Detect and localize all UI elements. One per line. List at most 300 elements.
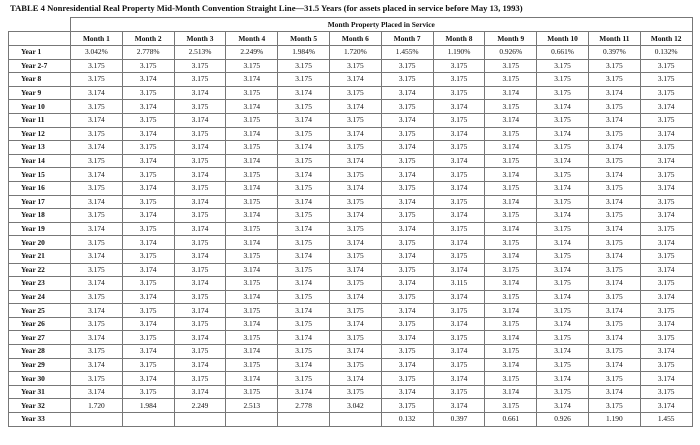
table-row (9, 222, 693, 236)
rate-cell: 3.174 (71, 168, 123, 182)
rate-cell: 3.175 (588, 263, 640, 277)
rate-cell: 3.174 (588, 385, 640, 399)
rate-cell: 3.175 (174, 154, 226, 168)
rate-cell: 3.175 (329, 358, 381, 372)
table-row (9, 358, 693, 372)
rate-cell: 3.175 (278, 317, 330, 331)
rate-cell: 3.175 (122, 59, 174, 73)
rate-cell: 3.175 (485, 209, 537, 223)
rate-cell: 3.175 (588, 127, 640, 141)
rate-cell: 3.174 (433, 290, 485, 304)
rate-cell: 3.174 (226, 127, 278, 141)
rate-cell: 0.132 (381, 413, 433, 427)
rate-cell: 3.174 (71, 249, 123, 263)
year-label: Year 25 (9, 304, 71, 318)
corner-cell (9, 18, 71, 32)
month-header: Month 12 (640, 32, 692, 46)
table-row (9, 290, 693, 304)
rate-cell (329, 413, 381, 427)
year-label: Year 15 (9, 168, 71, 182)
table-row (9, 59, 693, 73)
rate-cell: 3.175 (278, 345, 330, 359)
table-row (9, 236, 693, 250)
rate-cell: 1.190% (433, 46, 485, 60)
table-row (9, 168, 693, 182)
rate-cell: 3.175 (537, 277, 589, 291)
rate-cell: 3.174 (71, 195, 123, 209)
year-label: Year 2-7 (9, 59, 71, 73)
rate-cell: 3.175 (174, 209, 226, 223)
rate-cell: 3.175 (640, 331, 692, 345)
rate-cell: 3.174 (433, 372, 485, 386)
table-row (9, 100, 693, 114)
rate-cell: 3.174 (174, 141, 226, 155)
year-label: Year 23 (9, 277, 71, 291)
rate-cell: 3.175 (278, 209, 330, 223)
rate-cell (71, 413, 123, 427)
table-row (9, 154, 693, 168)
table-row (9, 277, 693, 291)
rate-cell: 3.174 (122, 236, 174, 250)
rate-cell: 3.175 (226, 277, 278, 291)
rate-cell: 3.175 (588, 345, 640, 359)
rate-cell: 3.174 (226, 181, 278, 195)
rate-cell: 3.175 (381, 372, 433, 386)
rate-cell (122, 413, 174, 427)
rate-cell: 3.174 (588, 331, 640, 345)
group-header-row (9, 18, 693, 32)
rate-cell: 3.175 (588, 181, 640, 195)
rate-cell: 3.174 (433, 345, 485, 359)
rate-cell: 3.175 (640, 86, 692, 100)
rate-cell: 3.174 (640, 345, 692, 359)
rate-cell: 3.174 (485, 331, 537, 345)
rate-cell: 3.175 (122, 249, 174, 263)
rate-cell: 3.175 (433, 59, 485, 73)
rate-cell: 3.042% (71, 46, 123, 60)
rate-cell: 3.175 (640, 222, 692, 236)
rate-cell: 3.174 (485, 249, 537, 263)
rate-cell: 3.174 (122, 181, 174, 195)
rate-cell: 3.175 (537, 331, 589, 345)
rate-cell: 3.175 (537, 168, 589, 182)
rate-cell: 1.720% (329, 46, 381, 60)
year-label: Year 22 (9, 263, 71, 277)
rate-cell: 3.175 (278, 181, 330, 195)
rate-cell: 3.174 (278, 141, 330, 155)
year-label: Year 32 (9, 399, 71, 413)
table-row (9, 181, 693, 195)
rate-cell: 3.174 (537, 345, 589, 359)
rate-cell: 3.175 (278, 127, 330, 141)
rate-cell: 3.175 (174, 263, 226, 277)
month-header: Month 2 (122, 32, 174, 46)
rate-cell: 3.175 (71, 317, 123, 331)
rate-cell: 3.174 (381, 141, 433, 155)
rate-cell: 3.174 (640, 209, 692, 223)
rate-cell: 3.174 (329, 181, 381, 195)
rate-cell: 3.174 (278, 113, 330, 127)
table-row (9, 263, 693, 277)
rate-cell: 3.175 (71, 372, 123, 386)
rate-cell: 3.174 (433, 181, 485, 195)
rate-cell (174, 413, 226, 427)
rate-cell: 3.175 (433, 195, 485, 209)
rate-cell: 0.132% (640, 46, 692, 60)
rate-cell: 3.175 (640, 358, 692, 372)
month-header: Month 6 (329, 32, 381, 46)
rate-cell: 3.175 (71, 290, 123, 304)
rate-cell: 3.174 (122, 317, 174, 331)
rate-cell: 3.174 (381, 304, 433, 318)
rate-cell: 3.174 (640, 372, 692, 386)
rate-cell: 3.174 (71, 304, 123, 318)
rate-cell: 3.175 (537, 141, 589, 155)
rate-cell: 3.175 (174, 181, 226, 195)
rate-cell: 3.175 (485, 59, 537, 73)
rate-cell: 3.175 (485, 127, 537, 141)
rate-cell: 3.175 (71, 154, 123, 168)
rate-cell: 3.174 (537, 100, 589, 114)
rate-cell: 1.190 (588, 413, 640, 427)
month-header: Month 8 (433, 32, 485, 46)
year-label: Year 21 (9, 249, 71, 263)
rate-cell: 3.174 (588, 249, 640, 263)
rate-cell: 3.175 (433, 168, 485, 182)
rate-cell: 3.175 (537, 304, 589, 318)
rate-cell: 3.174 (174, 249, 226, 263)
rate-cell: 3.175 (485, 181, 537, 195)
rate-cell: 3.175 (485, 290, 537, 304)
year-label: Year 28 (9, 345, 71, 359)
rate-cell: 3.174 (174, 304, 226, 318)
rate-cell: 3.174 (433, 263, 485, 277)
rate-cell: 3.174 (433, 399, 485, 413)
rate-cell: 3.175 (381, 154, 433, 168)
rate-cell: 3.175 (537, 385, 589, 399)
table-row (9, 127, 693, 141)
rate-cell: 3.175 (122, 86, 174, 100)
table-row (9, 385, 693, 399)
rate-cell: 1.720 (71, 399, 123, 413)
rate-cell: 3.175 (329, 113, 381, 127)
rate-cell: 3.174 (174, 358, 226, 372)
rate-cell: 3.174 (485, 141, 537, 155)
rate-cell: 3.174 (433, 317, 485, 331)
rate-cell: 3.174 (640, 290, 692, 304)
rate-cell: 3.175 (174, 73, 226, 87)
rate-cell: 1.984% (278, 46, 330, 60)
rate-cell: 3.175 (381, 209, 433, 223)
rate-cell: 3.175 (278, 372, 330, 386)
rate-cell: 3.175 (588, 59, 640, 73)
rate-cell: 3.174 (174, 168, 226, 182)
rate-cell: 3.175 (485, 100, 537, 114)
rate-cell: 3.174 (278, 358, 330, 372)
rate-cell: 3.175 (226, 195, 278, 209)
rate-cell: 3.174 (537, 263, 589, 277)
rate-cell: 3.174 (433, 127, 485, 141)
rate-cell: 3.175 (278, 290, 330, 304)
rate-cell: 3.174 (122, 372, 174, 386)
rate-cell: 3.175 (433, 304, 485, 318)
rate-cell: 3.174 (278, 195, 330, 209)
month-header: Month 11 (588, 32, 640, 46)
rate-cell: 3.174 (226, 372, 278, 386)
rate-cell: 3.175 (174, 236, 226, 250)
rate-cell: 3.175 (329, 195, 381, 209)
rate-cell: 3.174 (278, 385, 330, 399)
rate-cell: 3.174 (278, 222, 330, 236)
rate-cell: 3.175 (71, 345, 123, 359)
rate-cell: 3.175 (329, 222, 381, 236)
rate-cell: 2.249% (226, 46, 278, 60)
rate-cell: 3.174 (71, 113, 123, 127)
table-row (9, 195, 693, 209)
rate-cell (278, 413, 330, 427)
rate-cell: 3.174 (226, 209, 278, 223)
rate-cell: 3.175 (122, 385, 174, 399)
table-row (9, 331, 693, 345)
month-header: Month 3 (174, 32, 226, 46)
rate-cell: 3.174 (640, 317, 692, 331)
table-row (9, 73, 693, 87)
year-label: Year 9 (9, 86, 71, 100)
rate-cell: 3.042 (329, 399, 381, 413)
rate-cell: 3.174 (122, 100, 174, 114)
rate-cell: 3.174 (226, 345, 278, 359)
rate-cell: 3.175 (588, 236, 640, 250)
rate-cell: 3.175 (226, 358, 278, 372)
rate-cell: 3.175 (381, 127, 433, 141)
year-label: Year 13 (9, 141, 71, 155)
rate-cell: 3.175 (433, 385, 485, 399)
rate-cell: 2.778% (122, 46, 174, 60)
rate-cell: 3.175 (278, 100, 330, 114)
rate-cell: 3.175 (71, 73, 123, 87)
rate-cell: 3.174 (226, 100, 278, 114)
rate-cell: 3.174 (485, 358, 537, 372)
rate-cell: 3.174 (329, 317, 381, 331)
rate-cell: 3.175 (329, 304, 381, 318)
row-label-header (9, 32, 71, 46)
rate-cell: 3.174 (537, 127, 589, 141)
rate-cell: 3.175 (174, 345, 226, 359)
rate-cell: 3.174 (588, 358, 640, 372)
rate-cell: 3.174 (381, 168, 433, 182)
rate-cell: 0.397 (433, 413, 485, 427)
rate-cell: 3.174 (640, 263, 692, 277)
table-row (9, 113, 693, 127)
year-label: Year 26 (9, 317, 71, 331)
rate-cell: 3.175 (226, 249, 278, 263)
year-label: Year 31 (9, 385, 71, 399)
table-row (9, 46, 693, 60)
rate-cell: 3.174 (122, 290, 174, 304)
rate-cell: 3.174 (122, 345, 174, 359)
rate-cell: 3.174 (329, 209, 381, 223)
rate-cell: 0.926% (485, 46, 537, 60)
rate-cell: 3.174 (381, 249, 433, 263)
rate-cell: 3.174 (381, 113, 433, 127)
rate-cell: 3.174 (485, 113, 537, 127)
rate-cell: 0.661% (537, 46, 589, 60)
rate-cell: 3.175 (588, 290, 640, 304)
month-header: Month 10 (537, 32, 589, 46)
rate-cell: 3.174 (381, 331, 433, 345)
rate-cell: 3.175 (226, 141, 278, 155)
rate-cell: 3.174 (485, 86, 537, 100)
rate-cell: 3.174 (640, 154, 692, 168)
year-label: Year 29 (9, 358, 71, 372)
rate-cell: 3.174 (329, 73, 381, 87)
rate-cell: 3.174 (381, 222, 433, 236)
year-label: Year 27 (9, 331, 71, 345)
table-row (9, 249, 693, 263)
rate-cell: 3.174 (174, 113, 226, 127)
rate-cell: 3.175 (226, 86, 278, 100)
rate-cell: 3.174 (329, 372, 381, 386)
rate-cell: 3.175 (433, 113, 485, 127)
table-row (9, 399, 693, 413)
rate-cell: 3.174 (485, 385, 537, 399)
rate-cell: 3.175 (433, 331, 485, 345)
rate-cell: 3.174 (537, 236, 589, 250)
rate-cell: 3.175 (381, 399, 433, 413)
rate-cell: 3.175 (174, 127, 226, 141)
rate-cell: 3.174 (537, 290, 589, 304)
rate-cell: 3.174 (537, 181, 589, 195)
month-header: Month 9 (485, 32, 537, 46)
rate-cell: 3.175 (278, 59, 330, 73)
rate-cell: 3.174 (174, 195, 226, 209)
rate-cell: 3.175 (640, 304, 692, 318)
rate-cell: 3.175 (122, 358, 174, 372)
rate-cell: 3.175 (71, 100, 123, 114)
rate-cell: 3.175 (537, 195, 589, 209)
rate-cell: 3.175 (588, 317, 640, 331)
table-row (9, 413, 693, 427)
rate-cell: 3.175 (329, 331, 381, 345)
table-row (9, 141, 693, 155)
rate-cell: 3.174 (329, 127, 381, 141)
rate-cell: 3.175 (329, 86, 381, 100)
rate-cell: 3.175 (537, 113, 589, 127)
rate-cell: 3.175 (588, 154, 640, 168)
rate-cell: 3.175 (640, 113, 692, 127)
rate-cell: 3.174 (122, 209, 174, 223)
rate-cell: 0.926 (537, 413, 589, 427)
rate-cell: 3.174 (278, 168, 330, 182)
rate-cell: 3.175 (174, 290, 226, 304)
rate-cell: 3.175 (381, 181, 433, 195)
rate-cell: 3.174 (174, 222, 226, 236)
rate-cell: 3.115 (433, 277, 485, 291)
rate-cell: 3.175 (485, 317, 537, 331)
rate-cell: 3.175 (433, 73, 485, 87)
rate-cell: 3.175 (329, 249, 381, 263)
rate-cell: 3.174 (588, 304, 640, 318)
rate-cell: 3.174 (588, 195, 640, 209)
rate-cell: 3.175 (226, 385, 278, 399)
rate-cell: 3.174 (537, 372, 589, 386)
rate-cell: 3.175 (537, 222, 589, 236)
table-row (9, 345, 693, 359)
rate-cell: 3.174 (640, 181, 692, 195)
year-label: Year 12 (9, 127, 71, 141)
rate-cell: 3.175 (381, 73, 433, 87)
rate-cell: 3.174 (537, 154, 589, 168)
month-header: Month 5 (278, 32, 330, 46)
rate-cell: 3.174 (329, 345, 381, 359)
rate-cell: 3.174 (588, 168, 640, 182)
rate-cell: 3.174 (226, 236, 278, 250)
rate-cell: 3.174 (71, 222, 123, 236)
rate-cell: 3.175 (640, 249, 692, 263)
rate-cell: 3.174 (278, 277, 330, 291)
month-header: Month 4 (226, 32, 278, 46)
rate-cell: 3.174 (329, 100, 381, 114)
rate-cell: 3.174 (278, 86, 330, 100)
rate-cell: 3.175 (122, 113, 174, 127)
rate-cell: 3.175 (433, 86, 485, 100)
rate-cell: 3.174 (485, 304, 537, 318)
month-header-row (9, 32, 693, 46)
rate-cell: 3.175 (537, 86, 589, 100)
rate-cell: 3.175 (71, 263, 123, 277)
rate-cell: 3.175 (381, 345, 433, 359)
rate-cell: 3.175 (588, 209, 640, 223)
rate-cell: 3.174 (71, 277, 123, 291)
rate-cell: 3.174 (278, 331, 330, 345)
rate-cell: 3.174 (174, 86, 226, 100)
rate-cell: 3.175 (640, 195, 692, 209)
rate-cell: 3.175 (122, 304, 174, 318)
year-label: Year 20 (9, 236, 71, 250)
rate-cell: 3.175 (485, 263, 537, 277)
month-header: Month 7 (381, 32, 433, 46)
rate-cell: 3.174 (329, 263, 381, 277)
year-label: Year 14 (9, 154, 71, 168)
rate-cell: 1.455% (381, 46, 433, 60)
rate-cell: 3.174 (174, 277, 226, 291)
rate-cell: 3.175 (278, 236, 330, 250)
rate-cell: 3.175 (174, 317, 226, 331)
rate-cell: 3.175 (174, 100, 226, 114)
rate-cell: 3.174 (381, 385, 433, 399)
rate-cell: 3.175 (485, 73, 537, 87)
rate-cell: 3.174 (329, 236, 381, 250)
rate-cell: 3.175 (433, 358, 485, 372)
group-header: Month Property Placed in Service (71, 18, 693, 32)
rate-cell: 3.174 (71, 141, 123, 155)
rate-cell: 3.175 (433, 222, 485, 236)
rate-cell: 3.175 (329, 168, 381, 182)
rate-cell: 3.174 (226, 73, 278, 87)
rate-cell: 3.175 (485, 372, 537, 386)
rate-cell: 2.513 (226, 399, 278, 413)
rate-cell: 3.174 (381, 86, 433, 100)
rate-cell: 3.175 (226, 168, 278, 182)
rate-cell: 3.174 (226, 317, 278, 331)
table-row (9, 304, 693, 318)
rate-cell: 3.175 (329, 141, 381, 155)
rate-cell: 3.174 (640, 399, 692, 413)
rate-cell: 2.778 (278, 399, 330, 413)
rate-cell: 3.175 (174, 372, 226, 386)
rate-cell: 3.175 (226, 304, 278, 318)
rate-cell: 3.175 (381, 59, 433, 73)
